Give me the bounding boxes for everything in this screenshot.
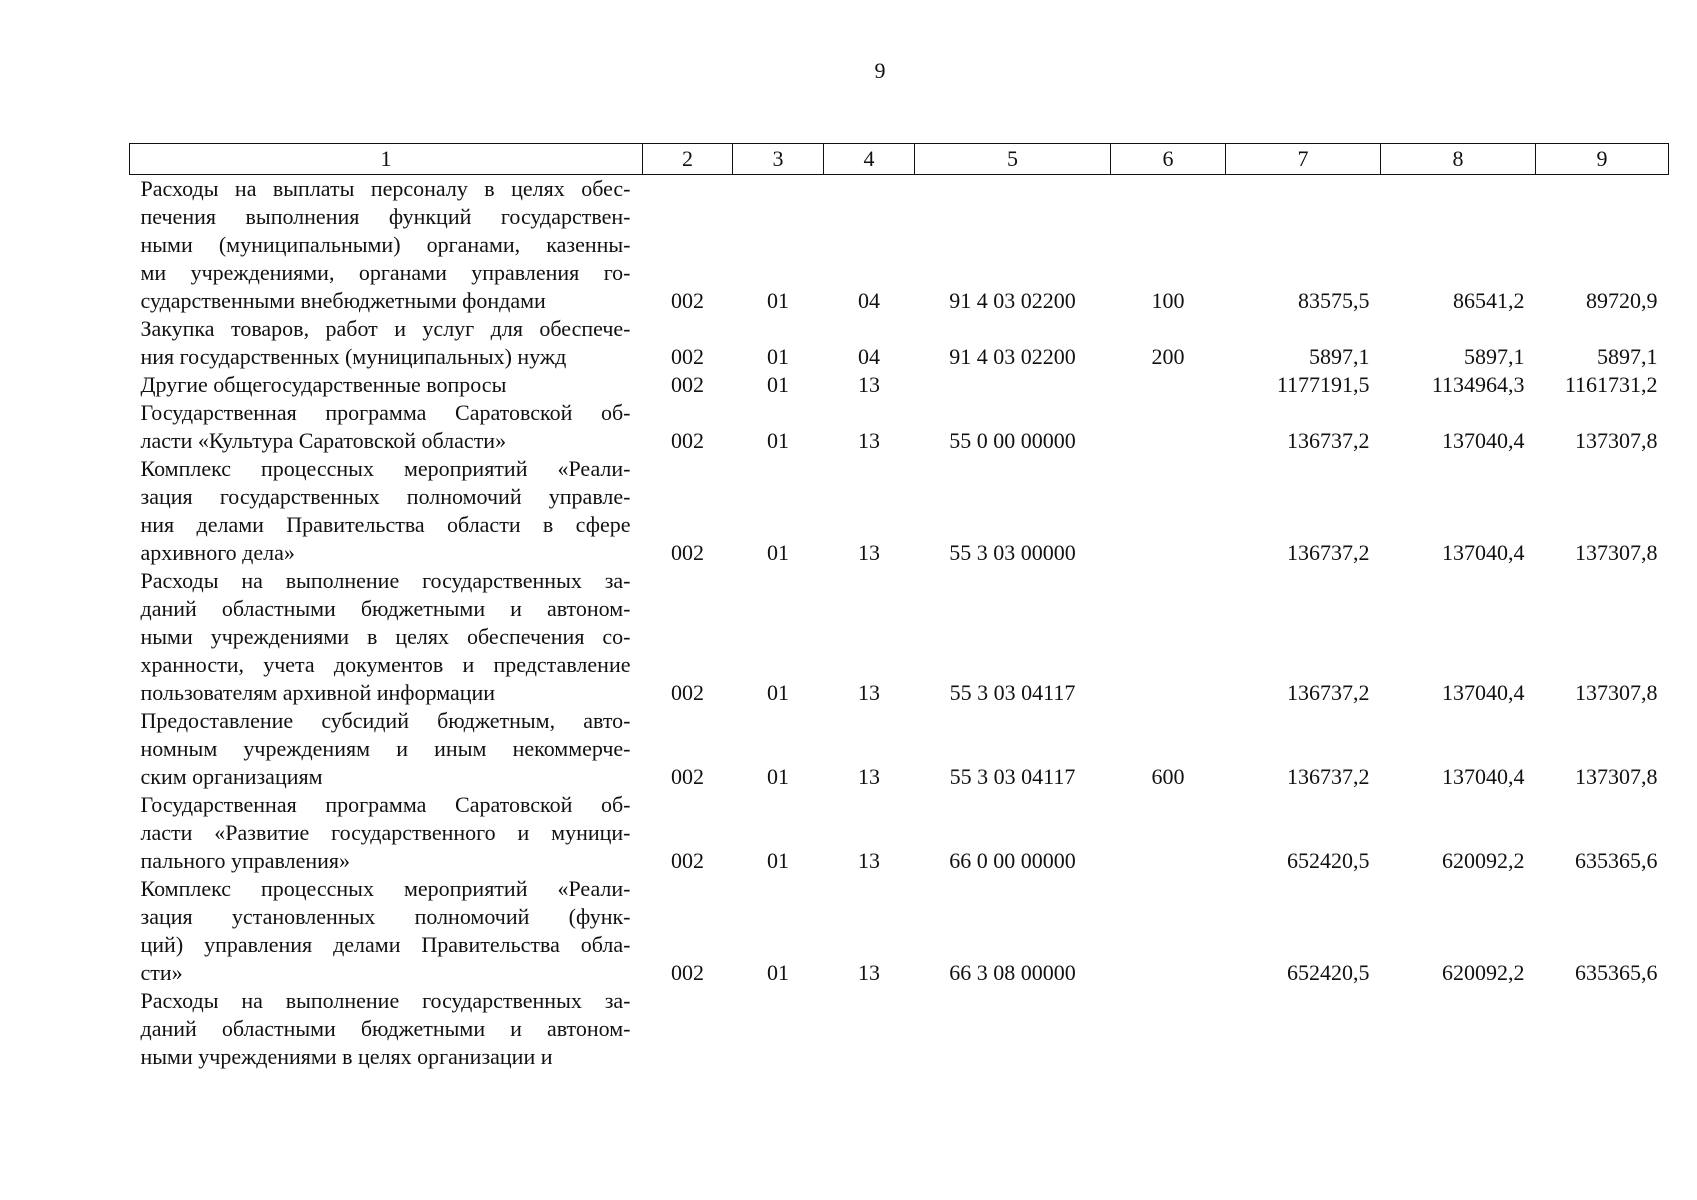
description-line: Государственная программа Саратовской об- xyxy=(140,792,631,817)
cell-csr xyxy=(915,987,1111,1071)
description-line: хранности, учета документов и представление xyxy=(140,652,631,677)
description-line: Другие общегосударственные вопросы xyxy=(140,372,507,397)
cell-amount-year1: 136737,2 xyxy=(1287,764,1370,789)
description-line: ласти «Культура Саратовской области» xyxy=(140,428,507,453)
table-body xyxy=(130,175,1669,1072)
cell-amount-year3: 5897,1 xyxy=(1597,344,1658,369)
header-col-4: 4 xyxy=(824,144,915,175)
cell-description xyxy=(130,175,643,316)
cell-amount-year2: 1134964,3 xyxy=(1431,372,1525,397)
cell-pr: 13 xyxy=(858,764,880,789)
description-line: архивного дела» xyxy=(140,540,295,565)
header-col-9: 9 xyxy=(1536,144,1669,175)
cell-description xyxy=(130,567,643,707)
cell-ved: 002 xyxy=(671,540,704,565)
cell-rz: 01 xyxy=(767,848,789,873)
cell-csr: 55 3 03 04117 xyxy=(949,680,1076,705)
table-row xyxy=(130,399,1669,455)
description-line: ния государственных (муниципальных) нужд xyxy=(140,344,567,369)
description-line: Расходы на выполнение государственных за- xyxy=(140,568,631,593)
cell-amount-year3: 635365,6 xyxy=(1575,960,1658,985)
cell-csr: 66 3 08 00000 xyxy=(949,960,1076,985)
cell-vr xyxy=(1111,371,1226,399)
cell-amount-year2 xyxy=(1381,987,1536,1071)
cell-csr: 55 0 00 00000 xyxy=(949,428,1076,453)
cell-amount-year2: 137040,4 xyxy=(1442,764,1525,789)
cell-rz xyxy=(733,987,824,1071)
cell-vr: 100 xyxy=(1151,288,1185,313)
cell-ved: 002 xyxy=(671,288,704,313)
description-line: Закупка товаров, работ и услуг для обеспече- xyxy=(140,316,631,341)
cell-amount-year1: 136737,2 xyxy=(1287,540,1370,565)
header-col-5: 5 xyxy=(915,144,1111,175)
description-line: зация установленных полномочий (функ- xyxy=(140,904,631,929)
cell-amount-year3: 137307,8 xyxy=(1575,540,1658,565)
cell-pr: 04 xyxy=(858,288,880,313)
description-line: зация государственных полномочий управле- xyxy=(140,484,631,509)
budget-table xyxy=(129,143,1669,1071)
cell-rz: 01 xyxy=(767,960,789,985)
description-line: пользователям архивной информации xyxy=(140,680,496,705)
cell-csr: 91 4 03 02200 xyxy=(949,344,1076,369)
header-col-7: 7 xyxy=(1226,144,1381,175)
description-line: ми учреждениями, органами управления го- xyxy=(140,260,631,285)
cell-description xyxy=(130,399,643,455)
cell-csr: 55 3 03 00000 xyxy=(949,540,1076,565)
description-line: ными (муниципальными) органами, казенны- xyxy=(140,232,631,257)
cell-amount-year1: 652420,5 xyxy=(1287,848,1370,873)
cell-pr: 13 xyxy=(858,960,880,985)
cell-rz: 01 xyxy=(767,680,789,705)
table-row xyxy=(130,875,1669,987)
page-number: 9 xyxy=(874,58,886,83)
cell-amount-year1: 136737,2 xyxy=(1287,428,1370,453)
description-line: даний областными бюджетными и автоном- xyxy=(140,1016,631,1041)
cell-csr: 66 0 00 00000 xyxy=(949,848,1076,873)
cell-rz: 01 xyxy=(767,540,789,565)
description-line: ласти «Развитие государственного и муници- xyxy=(140,820,631,845)
cell-amount-year3: 635365,6 xyxy=(1575,848,1658,873)
description-line: сти» xyxy=(140,960,183,985)
cell-pr: 13 xyxy=(858,680,880,705)
cell-rz: 01 xyxy=(767,428,789,453)
cell-description xyxy=(130,315,643,371)
description-line: ций) управления делами Правительства обла- xyxy=(140,932,631,957)
description-line: даний областными бюджетными и автоном- xyxy=(140,596,631,621)
cell-amount-year2: 137040,4 xyxy=(1442,680,1525,705)
cell-description xyxy=(130,875,643,987)
cell-amount-year2: 137040,4 xyxy=(1442,540,1525,565)
cell-amount-year2: 137040,4 xyxy=(1442,428,1525,453)
cell-ved: 002 xyxy=(671,764,704,789)
header-col-2: 2 xyxy=(643,144,733,175)
cell-amount-year1: 1177191,5 xyxy=(1276,372,1370,397)
cell-vr xyxy=(1111,567,1226,707)
cell-amount-year3: 137307,8 xyxy=(1575,764,1658,789)
cell-amount-year2: 620092,2 xyxy=(1442,848,1525,873)
cell-rz: 01 xyxy=(767,344,789,369)
table-row xyxy=(130,315,1669,371)
description-line: печения выполнения функций государствен- xyxy=(140,204,631,229)
cell-rz: 01 xyxy=(767,288,789,313)
header-col-8: 8 xyxy=(1381,144,1536,175)
table-row xyxy=(130,175,1669,316)
description-line: ными учреждениями в целях обеспечения со- xyxy=(140,624,631,649)
cell-pr xyxy=(824,987,915,1071)
cell-amount-year2: 5897,1 xyxy=(1464,344,1525,369)
table-row xyxy=(130,567,1669,707)
description-line: Комплекс процессных мероприятий «Реали- xyxy=(140,876,631,901)
description-line: Расходы на выполнение государственных за- xyxy=(140,988,631,1013)
description-line: Государственная программа Саратовской об- xyxy=(140,400,631,425)
cell-description xyxy=(130,987,643,1071)
description-line: Комплекс процессных мероприятий «Реали- xyxy=(140,456,631,481)
cell-pr: 04 xyxy=(858,344,880,369)
description-line: ским организациям xyxy=(140,764,323,789)
description-line: ными учреждениями в целях организации и xyxy=(140,1044,553,1069)
cell-ved: 002 xyxy=(671,848,704,873)
table-row xyxy=(130,791,1669,875)
cell-pr: 13 xyxy=(858,372,880,397)
cell-rz: 01 xyxy=(767,372,789,397)
table-row xyxy=(130,707,1669,791)
cell-ved: 002 xyxy=(671,680,704,705)
cell-csr: 55 3 03 04117 xyxy=(949,764,1076,789)
cell-description xyxy=(130,371,643,399)
cell-ved: 002 xyxy=(671,372,704,397)
cell-csr: 91 4 03 02200 xyxy=(949,288,1076,313)
cell-amount-year1: 83575,5 xyxy=(1298,288,1370,313)
description-line: пального управления» xyxy=(140,848,351,873)
table-row xyxy=(130,987,1669,1071)
cell-description xyxy=(130,791,643,875)
header-col-1: 1 xyxy=(130,144,643,175)
cell-amount-year3: 137307,8 xyxy=(1575,680,1658,705)
cell-ved xyxy=(643,987,733,1071)
cell-pr: 13 xyxy=(858,428,880,453)
cell-vr: 600 xyxy=(1151,764,1185,789)
header-col-6: 6 xyxy=(1111,144,1226,175)
cell-vr: 200 xyxy=(1151,344,1185,369)
cell-rz: 01 xyxy=(767,764,789,789)
description-line: сударственными внебюджетными фондами xyxy=(140,288,546,313)
cell-vr xyxy=(1111,399,1226,455)
cell-amount-year3: 137307,8 xyxy=(1575,428,1658,453)
cell-amount-year2: 86541,2 xyxy=(1453,288,1525,313)
description-line: ния делами Правительства области в сфере xyxy=(140,512,631,537)
cell-amount-year3 xyxy=(1536,987,1669,1071)
description-line: номным учреждениям и иным некоммерче- xyxy=(140,736,631,761)
description-line: Расходы на выплаты персоналу в целях обес- xyxy=(140,176,631,201)
table-row xyxy=(130,371,1669,399)
cell-amount-year3: 89720,9 xyxy=(1586,288,1658,313)
cell-amount-year3: 1161731,2 xyxy=(1564,372,1658,397)
cell-amount-year1: 5897,1 xyxy=(1309,344,1370,369)
cell-description xyxy=(130,455,643,567)
cell-ved: 002 xyxy=(671,428,704,453)
cell-vr xyxy=(1111,791,1226,875)
description-line: Предоставление субсидий бюджетным, авто- xyxy=(140,708,631,733)
cell-vr xyxy=(1111,455,1226,567)
cell-description xyxy=(130,707,643,791)
cell-ved: 002 xyxy=(671,344,704,369)
cell-csr xyxy=(915,371,1111,399)
cell-amount-year1 xyxy=(1226,987,1381,1071)
cell-ved: 002 xyxy=(671,960,704,985)
header-col-3: 3 xyxy=(733,144,824,175)
cell-vr xyxy=(1111,875,1226,987)
cell-amount-year1: 136737,2 xyxy=(1287,680,1370,705)
cell-pr: 13 xyxy=(858,848,880,873)
cell-amount-year1: 652420,5 xyxy=(1287,960,1370,985)
cell-pr: 13 xyxy=(858,540,880,565)
cell-amount-year2: 620092,2 xyxy=(1442,960,1525,985)
table-row xyxy=(130,455,1669,567)
header-row xyxy=(130,144,1669,175)
cell-vr xyxy=(1111,987,1226,1071)
